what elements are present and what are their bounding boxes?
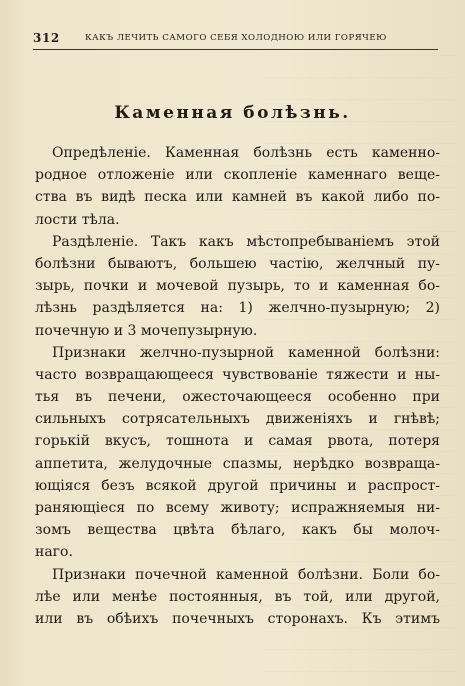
text-line: Признаки почечной каменной болѣзни. Боли бо-: [52, 566, 440, 583]
text-line: зырь, почки и мочевой пузырь, то и каменная бо-: [35, 278, 440, 295]
text-line: аппетита, желудочные спазмы, нерѣдко возвраща-: [35, 455, 440, 472]
text-line: часто возвращающееся чувствованіе тяжести и ны-: [35, 366, 440, 383]
text-line: зомъ вещества цвѣта бѣлаго, какъ бы молоч-: [35, 522, 440, 539]
chapter-title: Каменная болѣзнь.: [114, 103, 351, 123]
text-line: Раздѣленіе. Такъ какъ мѣстопребываніемъ этой: [52, 233, 440, 250]
text-line: или въ обѣихъ почечныхъ сторонахъ. Къ этимъ: [35, 610, 440, 627]
text-line: раняющіеся по всему животу; испражняемыя ни-: [35, 500, 440, 516]
text-line: ющіяся безъ всякой другой причины и распрост-: [35, 477, 440, 494]
text-line: почечную и 3 мочепузырную.: [35, 322, 258, 339]
text-line: Признаки желчно-пузырной каменной болѣзни:: [52, 344, 440, 361]
text-line: болѣзни бываютъ, большею частію, желчный пу-: [35, 255, 440, 272]
text-line: сильныхъ сотрясательныхъ движеніяхъ и гнѣвѣ;: [35, 411, 440, 428]
text-line: тья въ печени, ожесточающееся особенно при: [35, 389, 440, 406]
text-line: лѣе или менѣе постоянныя, въ той, или другой,: [35, 588, 440, 605]
running-head: [33, 31, 438, 50]
text-line: Опредѣленіе. Каменная болѣзнь есть каменно-: [52, 145, 440, 161]
text-line: родное отложеніе или скопленіе каменнаго веще-: [35, 167, 440, 184]
page-number: 312: [33, 31, 60, 45]
text-line: лѣзнь раздѣляется на: 1) желчно-пузырную; 2): [35, 300, 440, 317]
text-line: горькій вкусъ, тошнота и самая рвота, потеря: [35, 433, 440, 450]
text-line: ства въ видѣ песка или камней въ какой либо по-: [35, 189, 440, 206]
text-line: лости тѣла.: [35, 211, 120, 228]
running-title: КАКЪ ЛЕЧИТЬ САМОГО СЕБЯ ХОЛОДНОЮ ИЛИ ГОРЯЧЕЮ: [85, 33, 387, 43]
body-text: [35, 142, 440, 630]
text-line: наго.: [35, 544, 73, 561]
